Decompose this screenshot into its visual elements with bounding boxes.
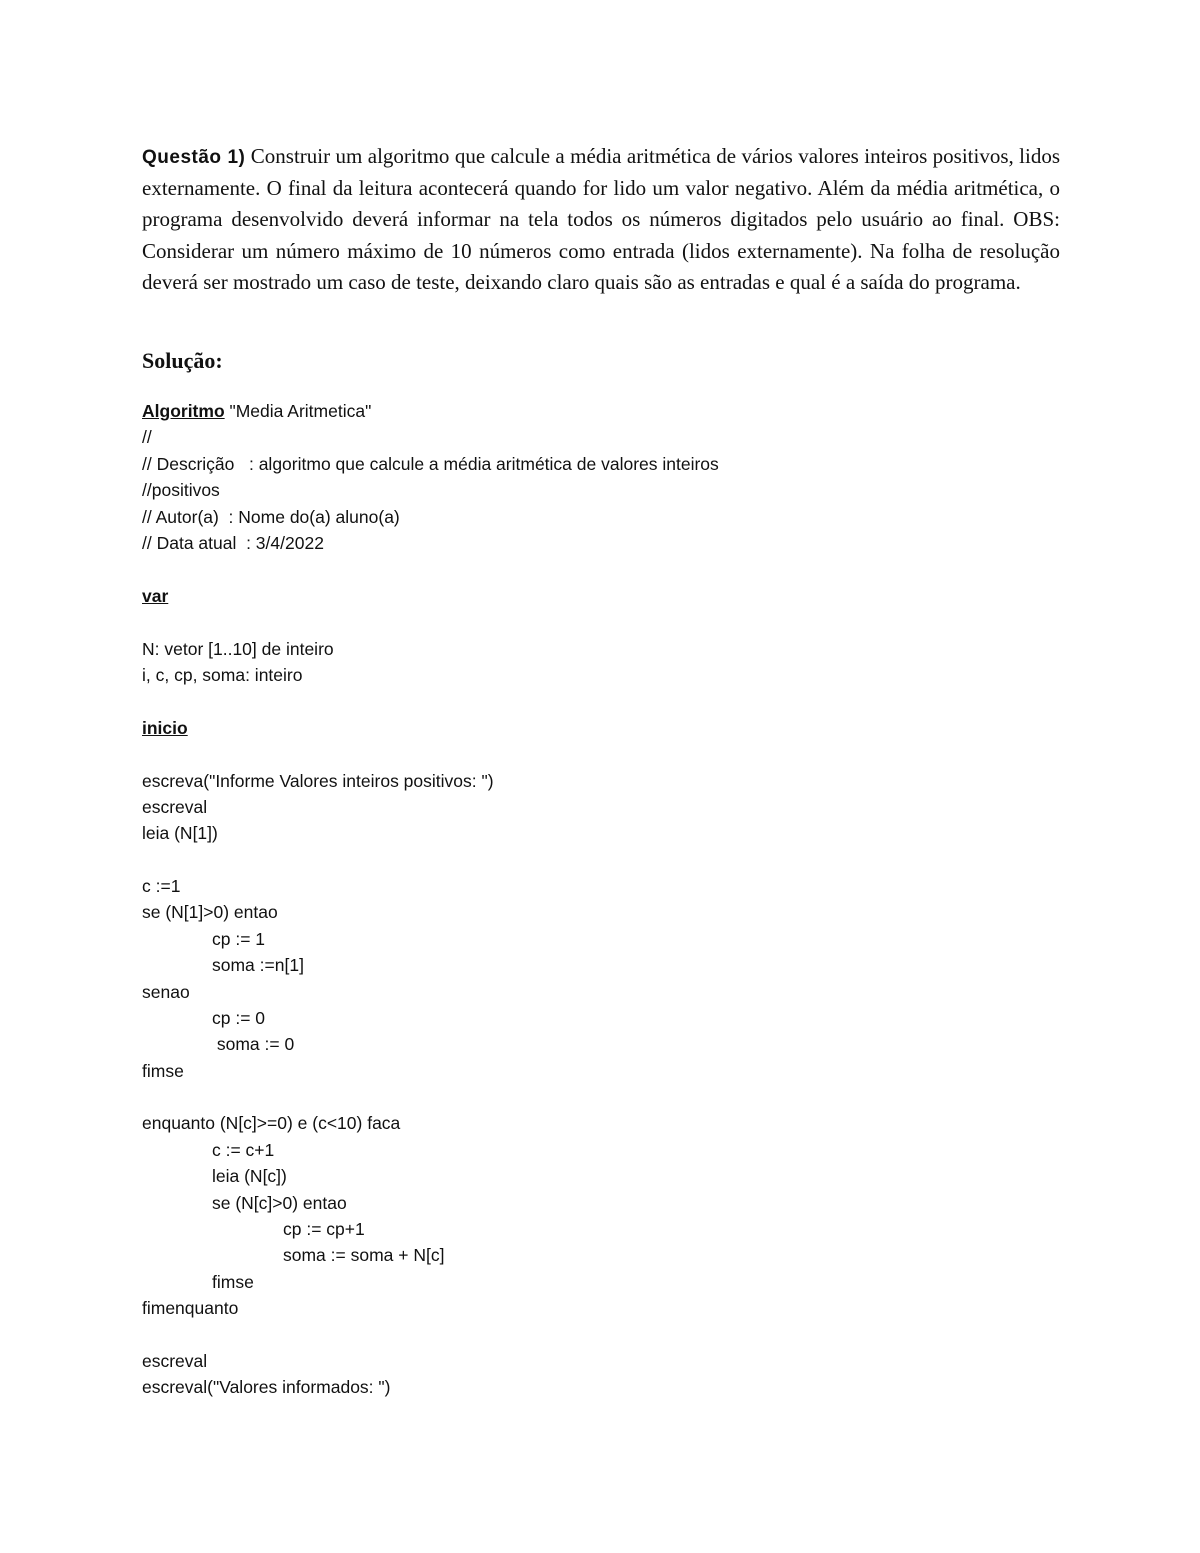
- algorithm-header: [142, 398, 371, 424]
- var-keyword: var: [142, 586, 169, 606]
- solution-heading: Solução:: [142, 348, 223, 373]
- code-line: soma := 0: [212, 1034, 295, 1054]
- algorithm-name: "Media Aritmetica": [224, 401, 372, 421]
- code-line: cp := 1: [212, 929, 266, 949]
- comment-line: // Descrição : algoritmo que calcule a média aritmética de valores inteiros: [142, 454, 719, 474]
- code-line: senao: [142, 982, 190, 1002]
- code-line: i, c, cp, soma: inteiro: [142, 665, 303, 685]
- question-paragraph: [142, 141, 1060, 298]
- code-line: N: vetor [1..10] de inteiro: [142, 639, 334, 659]
- code-line: soma := soma + N[c]: [283, 1245, 445, 1265]
- code-line: escreval("Valores informados: "): [142, 1377, 391, 1397]
- code-line: cp := 0: [212, 1008, 266, 1028]
- comment-line: // Autor(a) : Nome do(a) aluno(a): [142, 507, 400, 527]
- code-line: enquanto (N[c]>=0) e (c<10) faca: [142, 1113, 401, 1133]
- code-line: se (N[c]>0) entao: [212, 1193, 347, 1213]
- question-label: Questão 1): [142, 147, 246, 168]
- code-line: soma :=n[1]: [212, 955, 304, 975]
- code-line: leia (N[c]): [212, 1166, 287, 1186]
- code-line: cp := cp+1: [283, 1219, 365, 1239]
- comment-line: //positivos: [142, 480, 220, 500]
- inicio-keyword: inicio: [142, 718, 188, 738]
- comment-line: //: [142, 427, 152, 447]
- code-line: escreva("Informe Valores inteiros positivos: "): [142, 771, 494, 791]
- code-line: fimse: [142, 1061, 184, 1081]
- comment-line: // Data atual : 3/4/2022: [142, 533, 324, 553]
- code-line: escreval: [142, 1351, 208, 1371]
- code-line: escreval: [142, 797, 208, 817]
- algoritmo-keyword: Algoritmo: [142, 401, 225, 421]
- question-text: Construir um algoritmo que calcule a média aritmética de vários valores inteiros positivos, lidos externamente. O final da leitura acontecerá quando for lido um valor negativo. Além da média aritmética, o programa desenvolvido deverá informar na tela todos os números digitados pelo usuário ao final. OBS: Considerar um número máximo de 10 números como entrada (lidos externamente). Na folha de resolução deverá ser mostrado um caso de teste, deixando claro quais são as entradas e qual é a saída do programa.: [142, 144, 1061, 294]
- code-line: fimenquanto: [142, 1298, 239, 1318]
- code-line: c := c+1: [212, 1140, 275, 1160]
- code-line: se (N[1]>0) entao: [142, 902, 278, 922]
- code-line: fimse: [212, 1272, 254, 1292]
- code-line: leia (N[1]): [142, 823, 218, 843]
- code-line: c :=1: [142, 876, 181, 896]
